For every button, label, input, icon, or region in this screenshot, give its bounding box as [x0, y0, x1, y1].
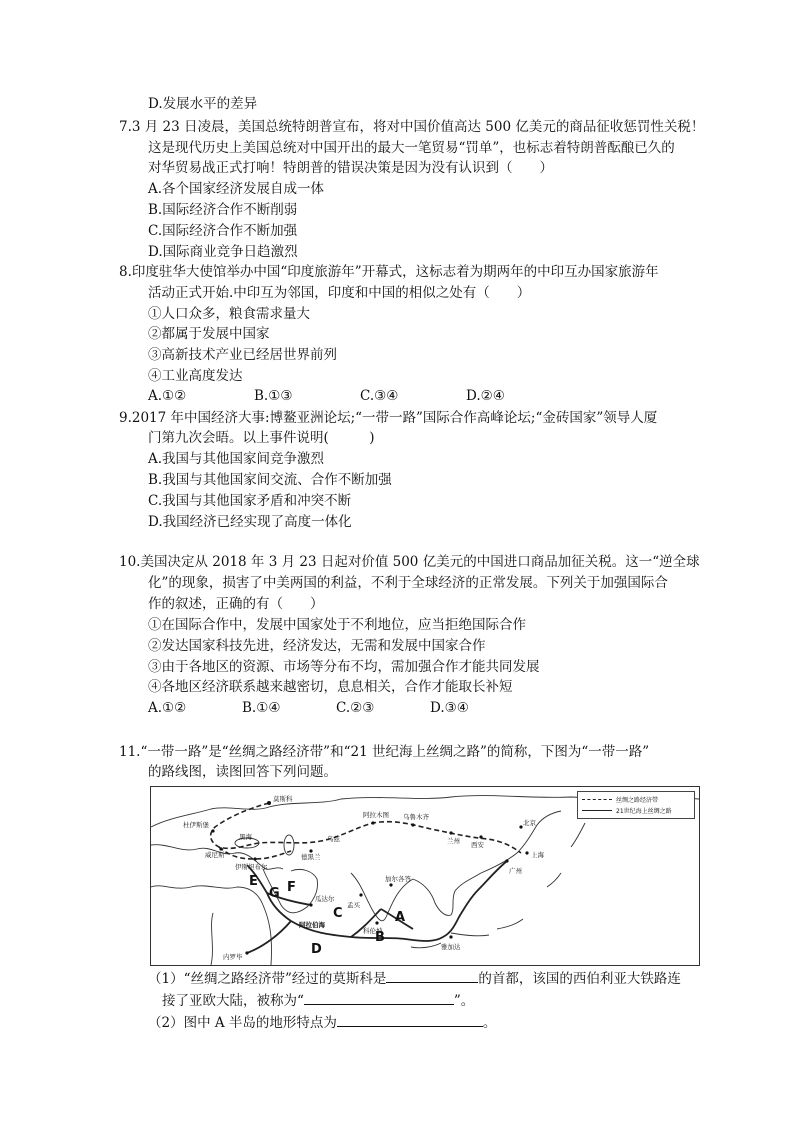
answer-blank-country[interactable] [386, 968, 478, 983]
q11-sub1-text-b: 的首都，该国的西伯利亚大铁路连 [478, 971, 681, 987]
place-nairobi: 内罗毕 [223, 953, 243, 961]
q10-choices [148, 698, 469, 718]
map-letter-e: E [249, 874, 258, 889]
q7-option-b: B.国际经济合作不断削弱 [148, 202, 298, 218]
q8-item-3: ③高新技术产业已经居世界前列 [148, 347, 337, 363]
place-lanzhou: 兰州 [447, 837, 460, 845]
place-xian: 西安 [471, 841, 484, 849]
q11-sub1-text-d: ”。 [453, 993, 475, 1009]
q10-stem-line-1: 10.美国决定从 2018 年 3 月 23 日起对价值 500 亿美元的中国进口商品加征关税。这一“逆全球 [119, 554, 700, 570]
map-letter-f: F [287, 880, 296, 895]
place-colombo: 科伦坡 [363, 927, 383, 935]
q10-stem-line-2: 化”的现象，损害了中美两国的利益，不利于全球经济的正常发展。下列关于加强国际合 [148, 575, 668, 591]
q9-stem-line-2: 门第九次会晤。以上事件说明( ) [148, 430, 375, 446]
q10-choice-a: A.①② [148, 700, 187, 716]
q8-stem-line-2: 活动正式开始.中印互为邻国，印度和中国的相似之处有（ ） [148, 285, 531, 301]
place-kolkata: 加尔各答 [385, 875, 411, 883]
q9-option-a: A.我国与其他国家间竞争激烈 [148, 451, 325, 467]
q11-sub1-line-2 [162, 990, 474, 1011]
place-guangzhou: 广州 [509, 867, 522, 875]
q10-choice-d: D.③④ [430, 700, 469, 716]
place-duisburg: 杜伊斯堡 [183, 821, 209, 829]
map-letter-d: D [311, 942, 322, 957]
q11-stem-line-2: 的路线图，读图回答下列问题。 [148, 764, 337, 780]
q10-item-3: ③由于各地区的资源、市场等分布不均，需加强合作才能共同发展 [148, 659, 540, 675]
place-urumqi: 乌鲁木齐 [403, 813, 429, 821]
q9-option-b: B.我国与其他国家间交流、合作不断加强 [148, 472, 392, 488]
q8-choice-a: A.①② [148, 388, 187, 404]
q8-choices [148, 386, 505, 406]
q10-choice-b: B.①④ [242, 700, 281, 716]
place-tehran: 德黑兰 [301, 853, 321, 861]
map-letter-c: C [333, 906, 343, 921]
legend-maritime [582, 805, 672, 815]
q10-choice-c: C.②③ [336, 700, 375, 716]
q10-item-2: ②发达国家科技先进，经济发达，无需和发展中国家合作 [148, 638, 486, 654]
place-mumbai: 孟买 [347, 901, 360, 909]
legend-dashed-line [582, 799, 612, 800]
q7-stem-line-2: 这是现代历史上美国总统对中国开出的最大一笔贸易“罚单”，也标志着特朗普酝酿已久的 [148, 140, 675, 156]
place-gwadar: 瓜达尔 [315, 895, 335, 903]
place-uz: 乌兹 [327, 835, 340, 843]
map-legend [577, 791, 695, 819]
q7-stem-line-1: 7.3 月 23 日凌晨，美国总统特朗普宣布，将对中国价值高达 500 亿美元的商品征收惩罚性关税！ [119, 119, 705, 135]
q11-sub2-line [148, 1012, 496, 1033]
answer-blank-terrain[interactable] [337, 1012, 483, 1027]
legend-solid-line [582, 810, 612, 811]
place-black-sea: 黑海 [239, 833, 252, 841]
map-letter-g: G [269, 886, 280, 901]
q11-stem-line-1: 11.“一带一路”是“丝绸之路经济带”和“21 世纪海上丝绸之路”的简称，下图为“一带一路” [119, 744, 650, 760]
q8-item-2: ②都属于发展中国家 [148, 326, 270, 342]
place-moscow: 莫斯科 [273, 795, 293, 803]
legend-belt-label: 丝绸之路经济带 [616, 796, 659, 804]
q11-sub1-line-1 [148, 968, 681, 989]
place-almaty: 阿拉木图 [363, 811, 389, 819]
place-shanghai: 上海 [531, 851, 544, 859]
map-letter-a: A [395, 910, 406, 925]
q8-choice-b: B.①③ [254, 388, 293, 404]
q10-item-4: ④各地区经济联系越来越密切，息息相关，合作才能取长补短 [148, 679, 513, 695]
q10-item-1: ①在国际合作中，发展中国家处于不利地位，应当拒绝国际合作 [148, 617, 526, 633]
q9-option-c: C.我国与其他国家矛盾和冲突不断 [148, 493, 352, 509]
legend-maritime-label: 21世纪海上丝绸之路 [616, 807, 672, 815]
q8-stem-line-1: 8.印度驻华大使馆举办中国“印度旅游年”开幕式，这标志着为期两年的中印互办国家旅游年 [119, 264, 659, 280]
q7-option-c: C.国际经济合作不断加强 [148, 223, 298, 239]
q11-sub1-text-a: （1）“丝绸之路经济带”经过的莫斯科是 [148, 971, 387, 987]
q10-stem-line-3: 作的叙述，正确的有（ ） [148, 596, 324, 612]
q7-stem-line-3: 对华贸易战正式打响！特朗普的错误决策是因为没有认识到（ ） [148, 160, 553, 176]
q8-choice-d: D.②④ [466, 388, 505, 404]
belt-and-road-map [150, 786, 700, 966]
q9-stem-line-1: 9.2017 年中国经济大事:博鳌亚洲论坛;“一带一路”国际合作高峰论坛;“金砖国家”领导人厦 [119, 410, 658, 426]
q11-sub1-text-c: 接了亚欧大陆，被称为“ [162, 993, 304, 1009]
place-arabian-sea: 阿拉伯海 [299, 921, 325, 929]
place-venice: 威尼斯 [205, 851, 225, 859]
legend-belt [582, 794, 658, 804]
place-jakarta: 雅加达 [441, 943, 461, 951]
q11-sub2-text-b: 。 [482, 1015, 497, 1031]
q8-choice-c: C.③④ [360, 388, 399, 404]
place-beijing: 北京 [523, 819, 536, 827]
q6-option-d: D.发展水平的差异 [148, 96, 258, 112]
q8-item-1: ①人口众多，粮食需求量大 [148, 306, 310, 322]
map-letter-b: B [375, 930, 385, 945]
q8-item-4: ④工业高度发达 [148, 368, 243, 384]
q7-option-a: A.各个国家经济发展自成一体 [148, 181, 325, 197]
q7-option-d: D.国际商业竞争日趋激烈 [148, 244, 298, 260]
q11-sub2-text-a: （2）图中 A 半岛的地形特点为 [148, 1015, 337, 1031]
place-istanbul: 伊斯坦布尔 [235, 863, 268, 871]
q9-option-d: D.我国经济已经实现了高度一体化 [148, 514, 352, 530]
answer-blank-railway[interactable] [304, 990, 454, 1005]
